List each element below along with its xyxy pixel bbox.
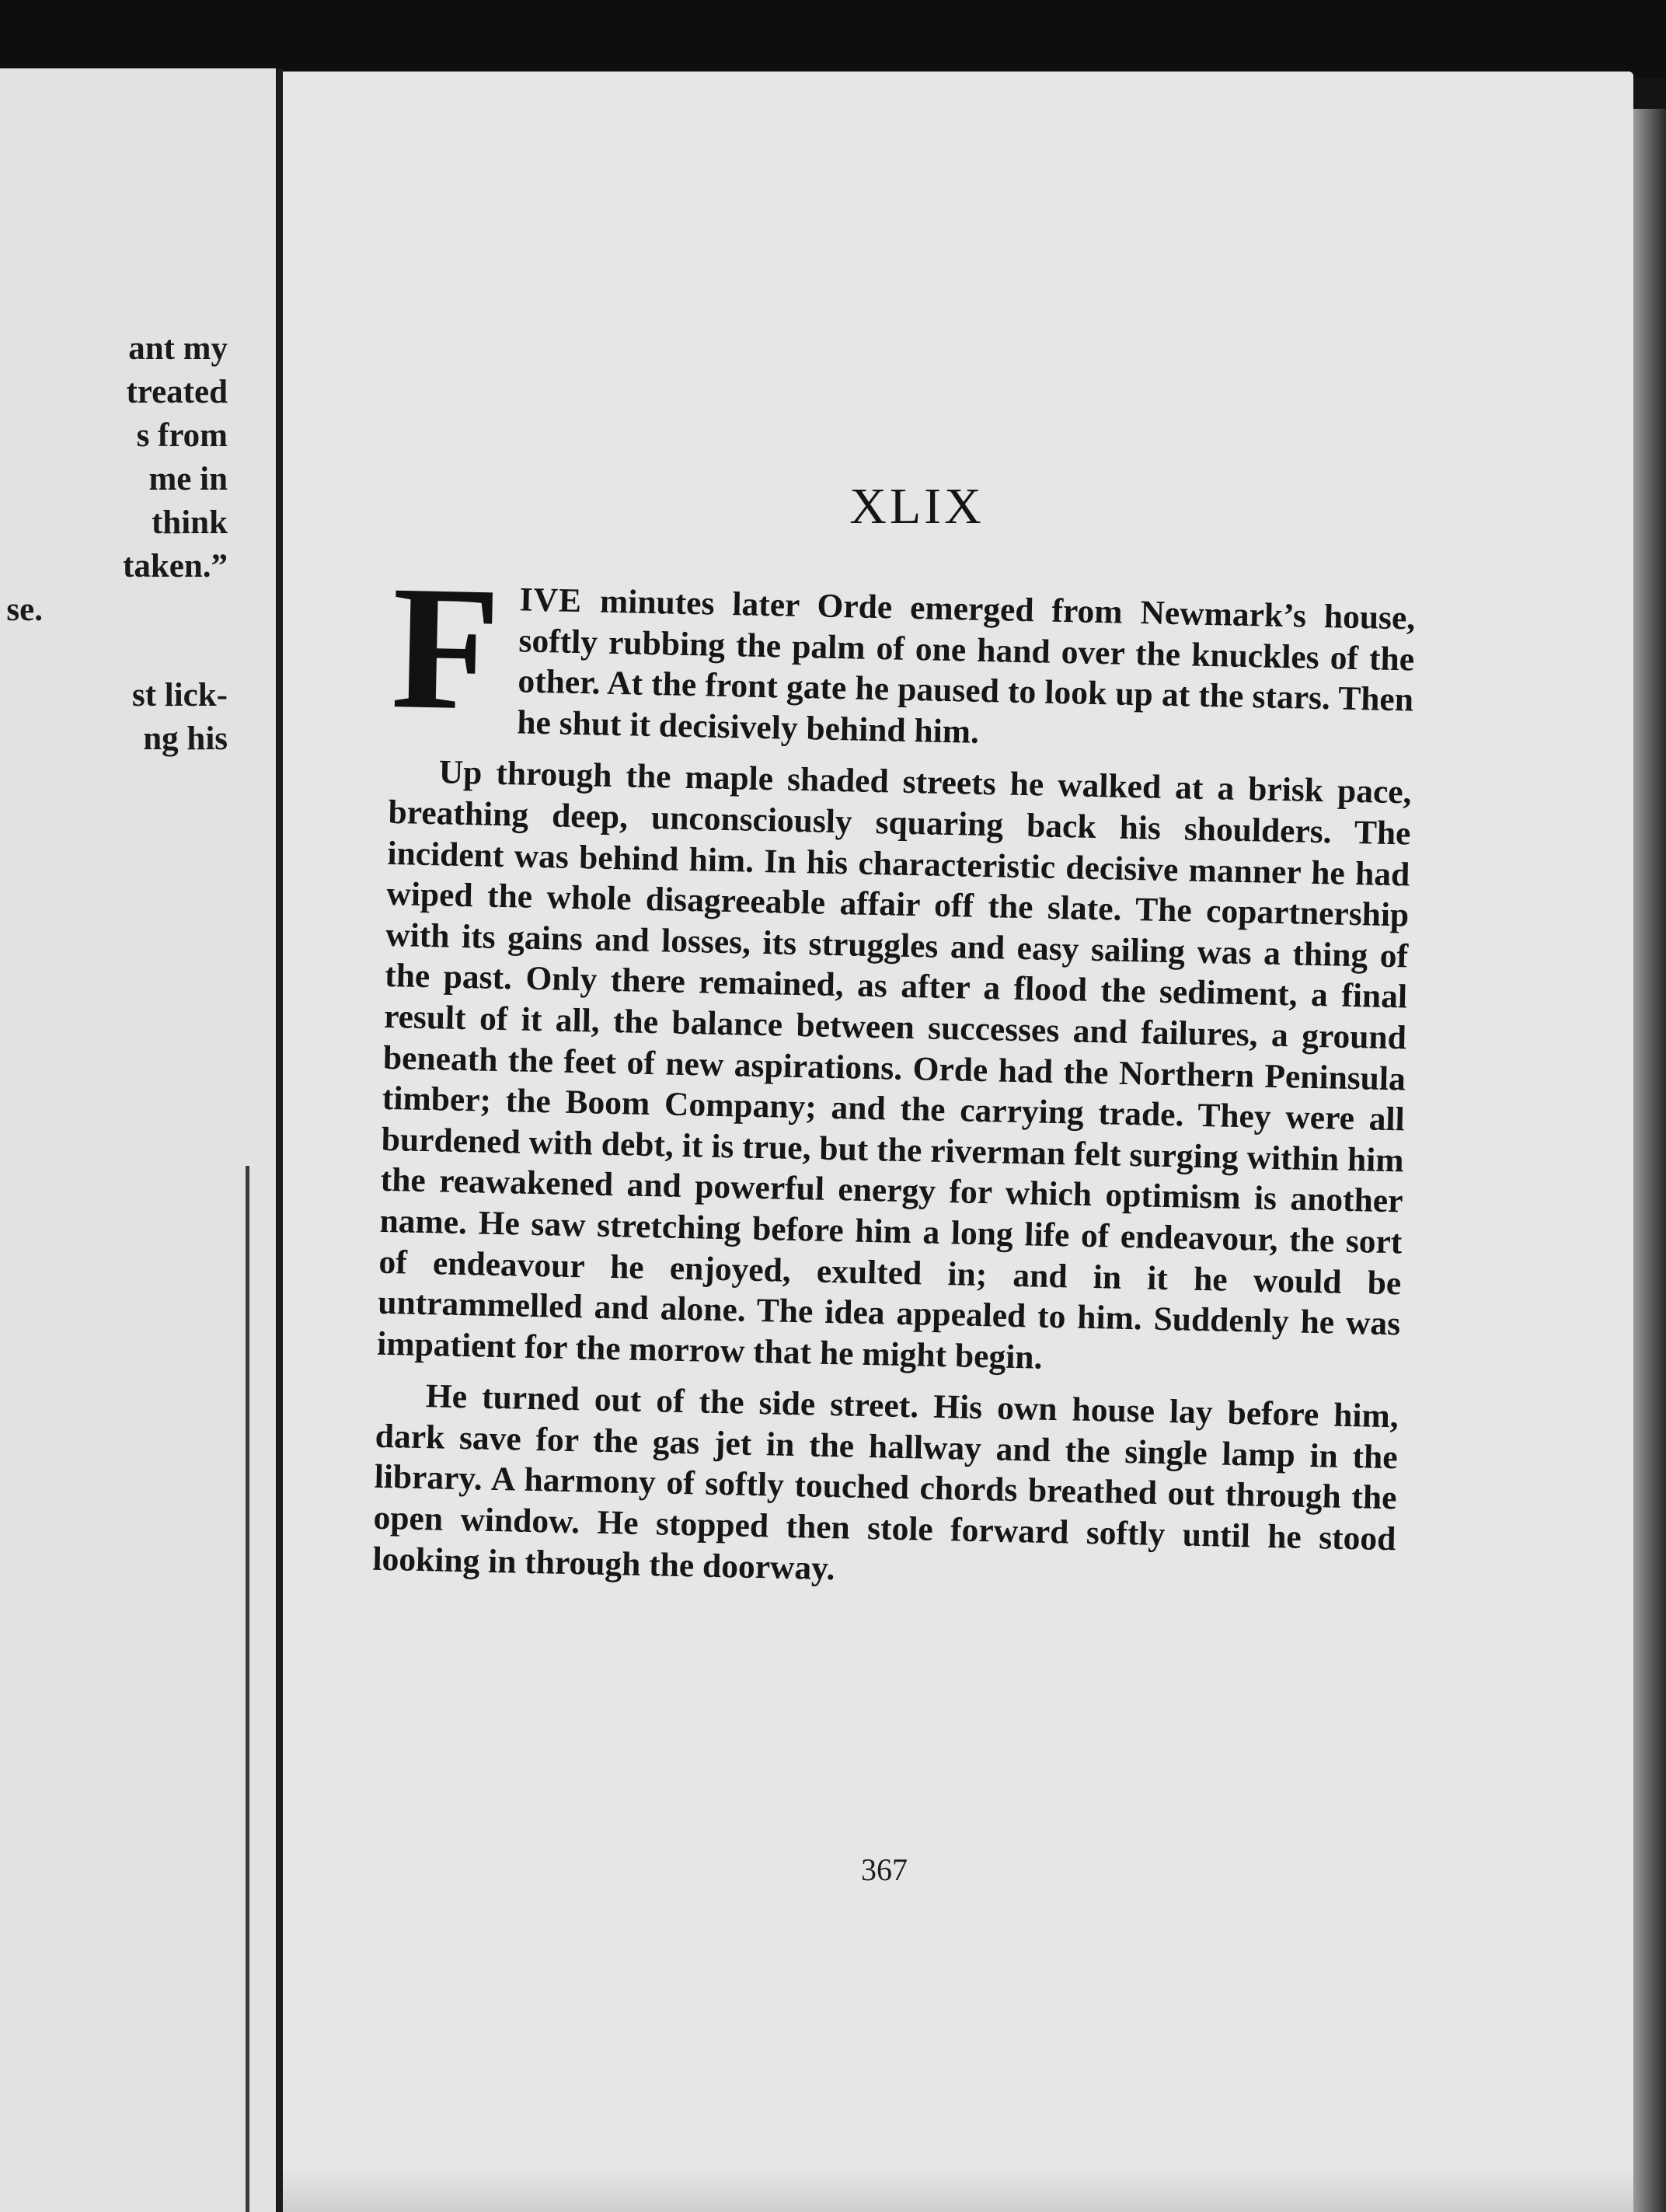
paragraph: Up through the maple shaded streets he walked at a brisk pace, breathing deep, unconsciously squaring back his shoulders. The incident was behind him. In his characteristic decisive manner he had wiped the whole disagreeable affair off the slate. The copartnership with its gains and losses, its struggles and easy sailing was a thing of the past. Only there remained, as after a flood the sediment, a final result of it all, the balance between successes and failures, a ground beneath the feet of new aspirations. Orde had the Northern Peninsula timber; the Boom Company; and the carrying trade. They were all burdened with debt, it is true, but the riverman felt surging within him the reawakened and powerful energy for which optimism is another name. He saw stretching before him a long life of endeavour, the sort of endeavour he enjoyed, exulted in; and in it he would be untrammelled and alone. The idea appealed to him. Suddenly he was impatient for the morrow that he might begin. xyxy=(376,753,1412,1376)
page-right-shadow xyxy=(1633,109,1666,2212)
facing-page-line: treated xyxy=(126,374,228,410)
chapter-title: XLIX xyxy=(849,478,985,535)
facing-page-line: taken.” xyxy=(123,548,228,584)
facing-page-line: ant my xyxy=(128,330,228,367)
facing-page-line: me in xyxy=(148,461,228,497)
chapter-body xyxy=(372,550,1416,1612)
paragraph-text: minutes later Orde emerged from Newmark’s house, softly rubbing the palm of one hand over the knuckles of the other. At the front gate he paused to look up at the stars. Then he shut it decisively behind him. xyxy=(516,582,1416,751)
facing-page-line: se. xyxy=(6,591,43,628)
drop-cap: F xyxy=(389,550,502,748)
facing-page-line: st lick- xyxy=(131,677,228,713)
page-bottom-shade xyxy=(283,2168,1633,2212)
facing-page-line: s from xyxy=(136,417,228,454)
paragraph: He turned out of the side street. His own house lay before him, dark save for the gas jet in the hallway and the single lamp in the library. A harmony of softly touched chords breathed out through the open window. He stopped then stole forward softly until he stood looking in through the doorway. xyxy=(372,1377,1399,1587)
scan-top-border xyxy=(0,0,1666,78)
paragraph xyxy=(389,550,1416,762)
book-spine xyxy=(277,68,283,2212)
facing-page-line: think xyxy=(151,504,228,541)
opening-word: IVE xyxy=(519,581,583,620)
page-number: 367 xyxy=(861,1852,908,1887)
facing-page-edge xyxy=(246,1166,249,2212)
facing-page xyxy=(0,68,276,2212)
facing-page-line: ng his xyxy=(143,720,228,757)
